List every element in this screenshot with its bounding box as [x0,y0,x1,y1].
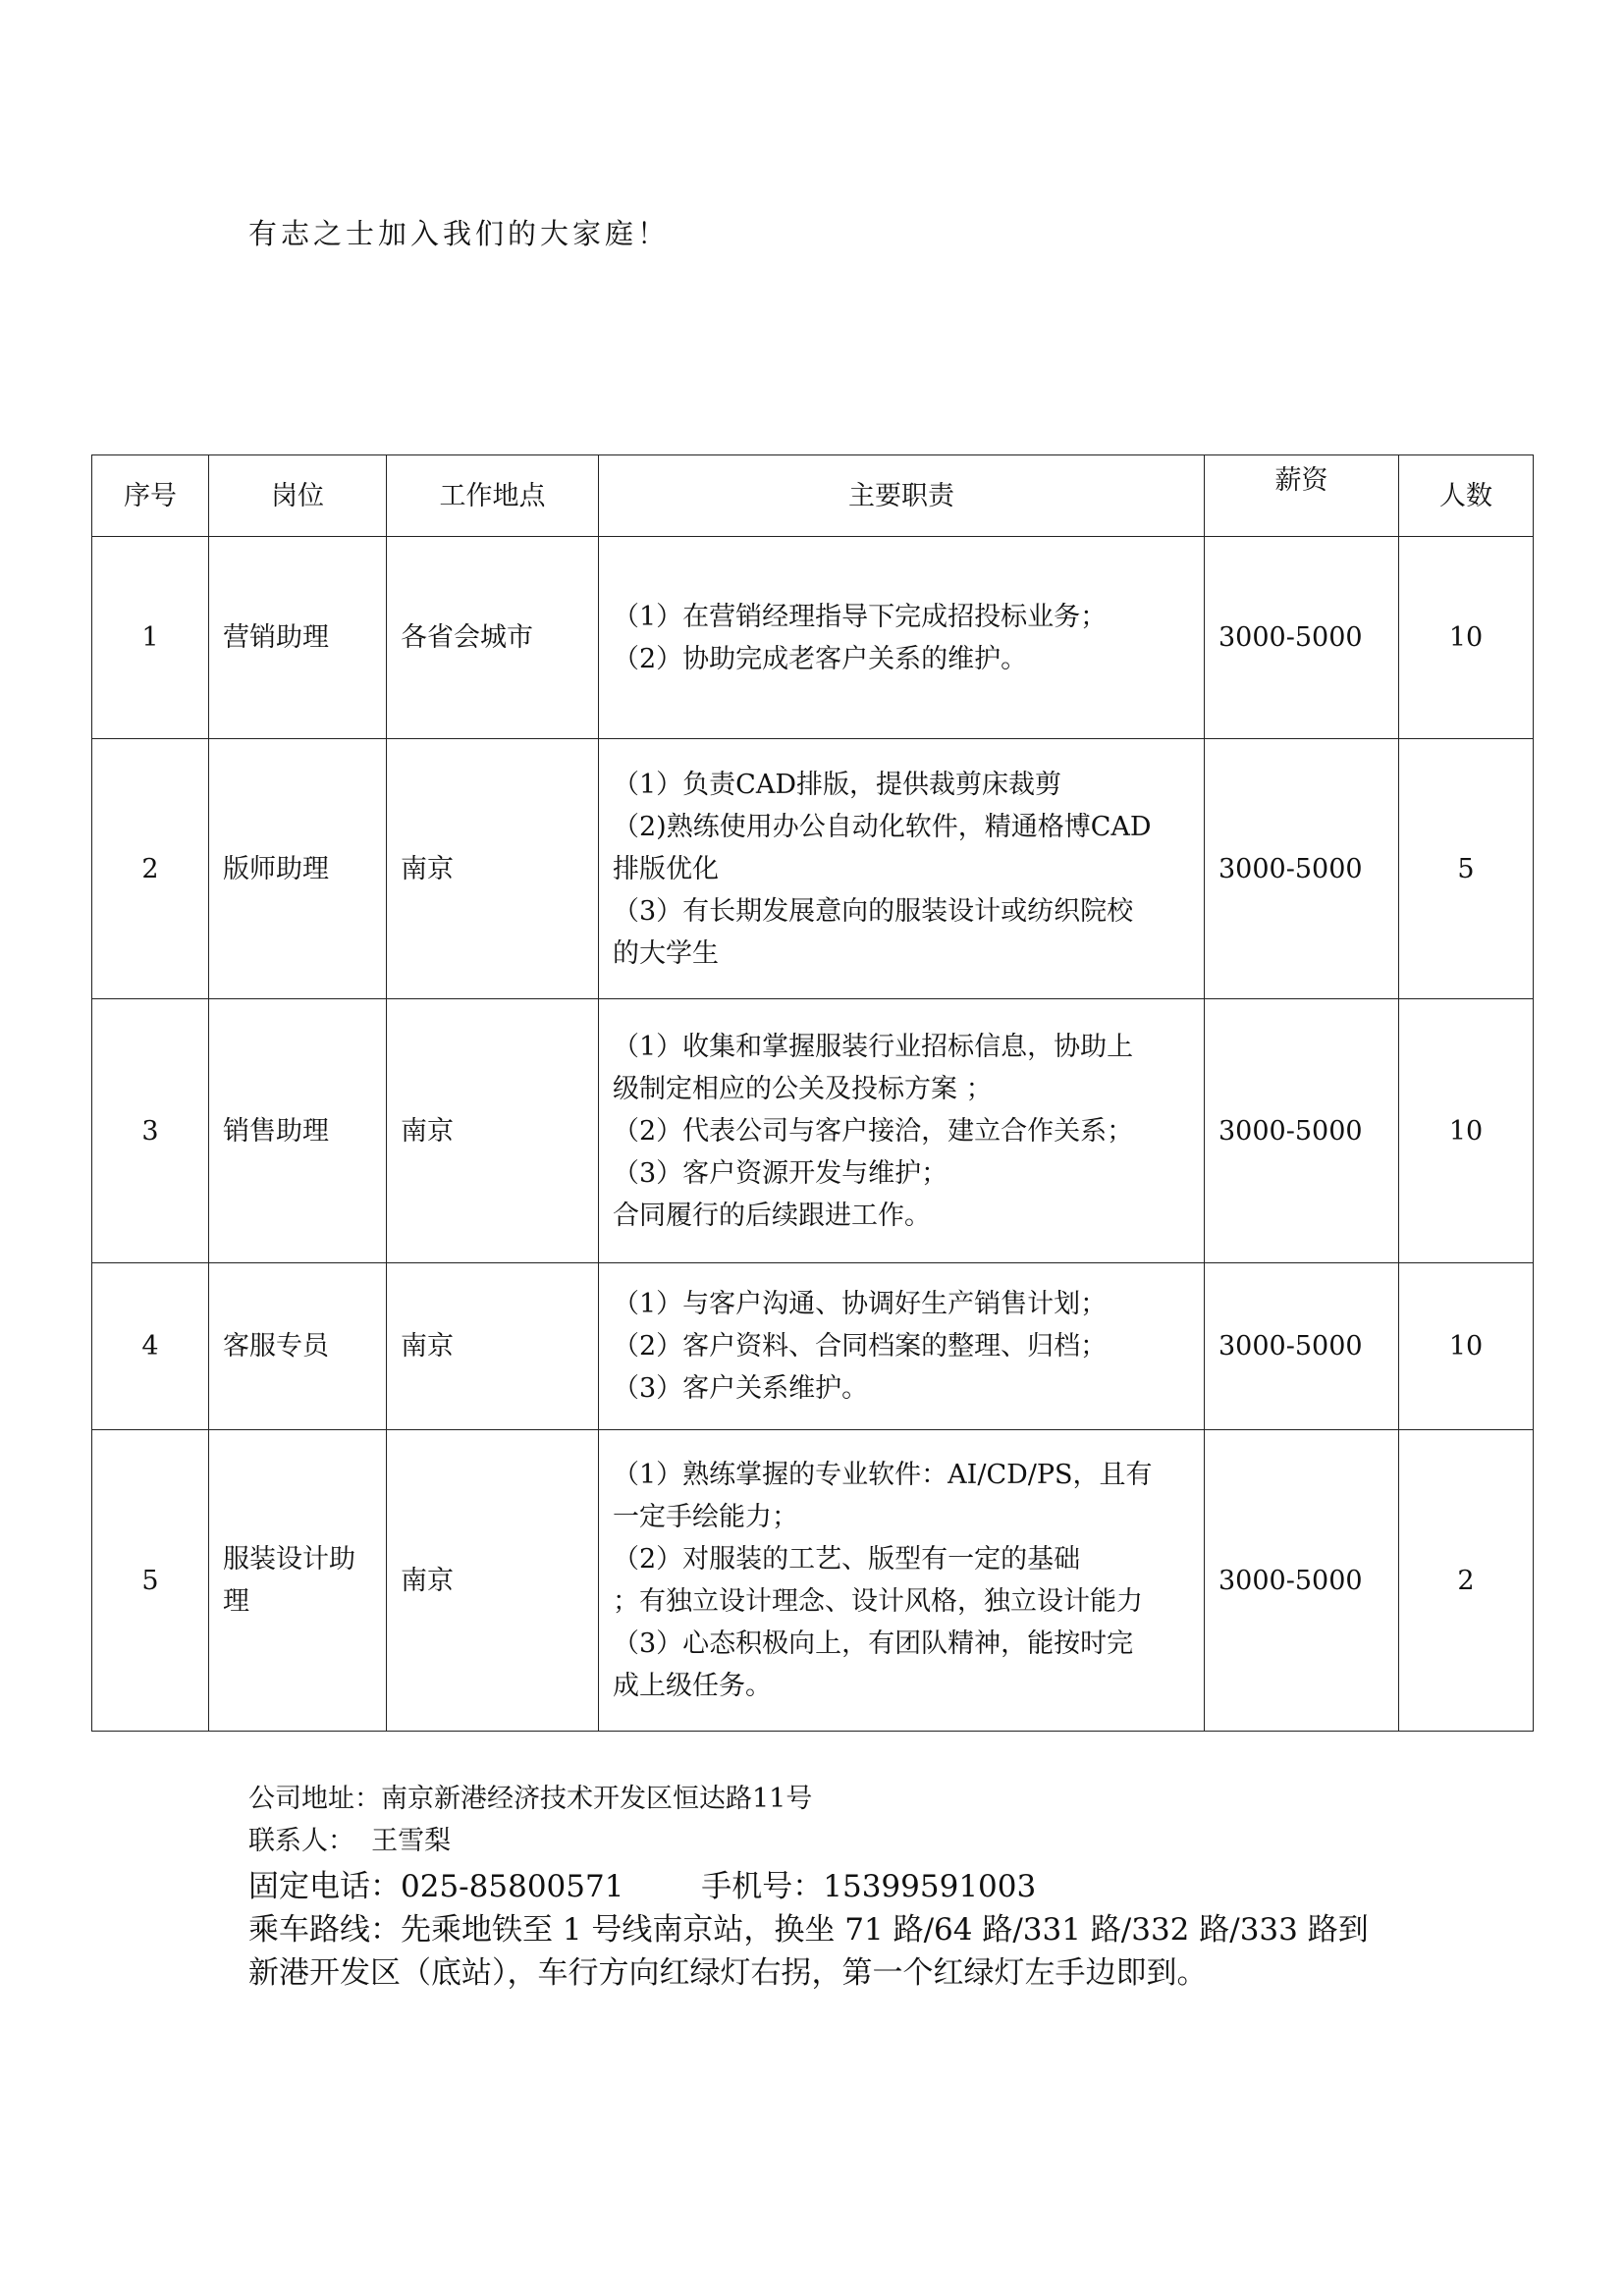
header-position: 岗位 [209,455,387,537]
duty-line: （2）对服装的工艺、版型有一定的基础 [613,1544,1081,1575]
duty-line: （1）收集和掌握服装行业招标信息，协助上 [613,1031,1134,1062]
duty-line: 的大学生 [613,937,719,969]
intro-text: 有志之士加入我们的大家庭！ [248,217,671,250]
duty-line: 一定手绘能力； [613,1502,798,1532]
cell-salary: 3000-5000 [1205,999,1399,1263]
cell-duties [599,1430,1205,1732]
header-duties: 主要职责 [599,455,1205,537]
duty-line: （2）代表公司与客户接洽，建立合作关系； [613,1115,1134,1147]
table-header-row [92,455,1534,537]
cell-count: 5 [1399,739,1534,999]
duty-line: 成上级任务。 [613,1671,772,1701]
table-row [92,537,1534,739]
duty-line: （1）在营销经理指导下完成招投标业务； [613,601,1108,632]
cell-no: 1 [92,537,209,739]
duty-line: 级制定相应的公关及投标方案 ； [613,1073,993,1104]
bus-route-line1: 乘车路线：先乘地铁至 1 号线南京站，换坐 71 路/64 路/331 路/332 路/333 路到 [248,1912,1369,1948]
duty-line: （3）客户关系维护。 [613,1373,869,1404]
cell-position: 服装设计助理 [209,1430,387,1732]
cell-duties [599,999,1205,1263]
cell-salary: 3000-5000 [1205,537,1399,739]
table-row [92,1263,1534,1430]
cell-salary: 3000-5000 [1205,1263,1399,1430]
cell-position: 营销助理 [209,537,387,739]
cell-location: 南京 [387,1430,599,1732]
table-row [92,1430,1534,1732]
phone-numbers: 固定电话：025-85800571 手机号：15399591003 [248,1869,1037,1904]
cell-location: 南京 [387,999,599,1263]
duty-line: （1）熟练掌握的专业软件：AI/CD/PS，且有 [613,1460,1153,1490]
cell-no: 3 [92,999,209,1263]
cell-no: 2 [92,739,209,999]
contact-person: 联系人： 王雪梨 [248,1826,452,1856]
header-count: 人数 [1399,455,1534,537]
duty-line: 合同履行的后续跟进工作。 [613,1200,931,1231]
cell-salary: 3000-5000 [1205,739,1399,999]
cell-location: 南京 [387,1263,599,1430]
cell-count: 10 [1399,537,1534,739]
cell-location: 各省会城市 [387,537,599,739]
bus-route-line2: 新港开发区（底站），车行方向红绿灯右拐，第一个红绿灯左手边即到。 [248,1955,1208,1991]
duty-line: ；有独立设计理念、设计风格，独立设计能力 [613,1586,1143,1617]
cell-duties [599,739,1205,999]
header-location: 工作地点 [387,455,599,537]
duty-line: （1）负责CAD排版，提供裁剪床裁剪 [613,769,1061,800]
cell-duties [599,1263,1205,1430]
company-address: 公司地址：南京新港经济技术开发区恒达路11号 [248,1784,813,1814]
cell-count: 2 [1399,1430,1534,1732]
duty-line: （2）客户资料、合同档案的整理、归档； [613,1331,1108,1362]
duty-line: （3）有长期发展意向的服装设计或纺织院校 [613,895,1134,927]
duty-line: （3）心态积极向上，有团队精神，能按时完 [613,1629,1134,1659]
duty-line: （2)熟练使用办公自动化软件，精通格博CAD [613,811,1152,842]
table-row [92,739,1534,999]
cell-count: 10 [1399,999,1534,1263]
cell-location: 南京 [387,739,599,999]
cell-count: 10 [1399,1263,1534,1430]
cell-no: 4 [92,1263,209,1430]
cell-salary: 3000-5000 [1205,1430,1399,1732]
duty-line: （2）协助完成老客户关系的维护。 [613,643,1028,674]
duty-line: 排版优化 [613,853,719,884]
cell-position: 销售助理 [209,999,387,1263]
table-row [92,999,1534,1263]
cell-no: 5 [92,1430,209,1732]
cell-position: 客服专员 [209,1263,387,1430]
job-table [91,454,1534,1732]
duty-line: （3）客户资源开发与维护； [613,1157,948,1189]
cell-position: 版师助理 [209,739,387,999]
header-no: 序号 [92,455,209,537]
duty-line: （1）与客户沟通、协调好生产销售计划； [613,1289,1108,1319]
header-salary: 薪资 [1205,455,1399,537]
cell-duties [599,537,1205,739]
